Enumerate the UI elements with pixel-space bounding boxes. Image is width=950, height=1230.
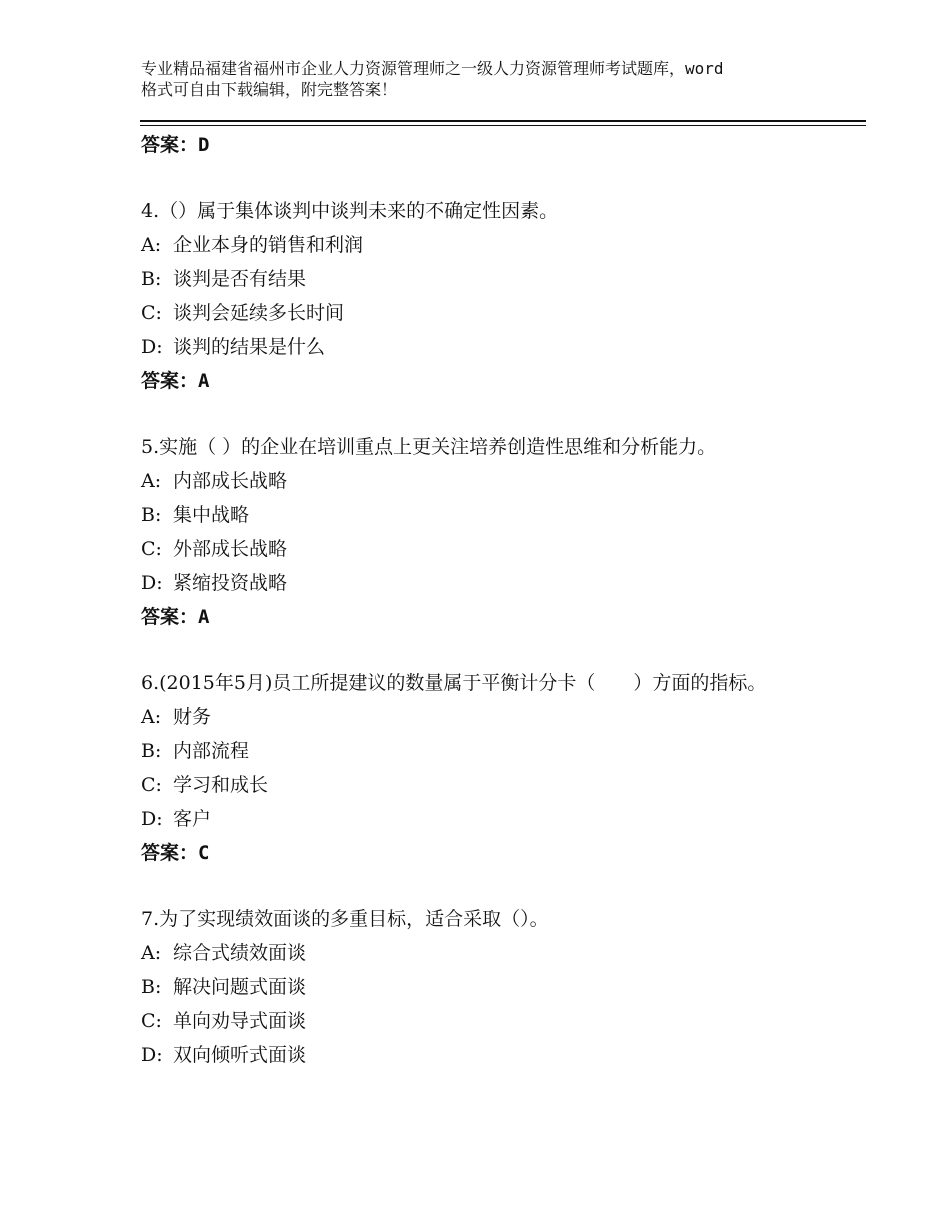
option-letter: B:: [141, 268, 162, 290]
header-divider-thick: [140, 120, 866, 122]
option-text: 企业本身的销售和利润: [173, 234, 364, 256]
option-letter: C:: [141, 1010, 162, 1032]
question-block: [141, 430, 841, 634]
option-d: [141, 802, 841, 836]
option-d: [141, 1038, 841, 1072]
question-list: [141, 128, 841, 1072]
option-b: [141, 734, 841, 768]
header-line-2: 格式可自由下载编辑，附完整答案！: [141, 80, 398, 99]
option-letter: A:: [141, 706, 162, 728]
option-a: [141, 464, 841, 498]
option-letter: D:: [141, 808, 163, 830]
option-text: 紧缩投资战略: [173, 572, 288, 594]
option-letter: D:: [141, 572, 163, 594]
option-letter: D:: [141, 1044, 163, 1066]
option-b: [141, 498, 841, 532]
option-d: [141, 330, 841, 364]
option-text: 内部成长战略: [173, 470, 288, 492]
answer-line: 答案：A: [141, 370, 210, 392]
option-b: [141, 970, 841, 1004]
question-block: [141, 666, 841, 870]
answer-line: 答案：A: [141, 606, 210, 628]
option-b: [141, 262, 841, 296]
answer-line: 答案：D: [141, 134, 210, 156]
option-a: [141, 228, 841, 262]
option-letter: B:: [141, 504, 162, 526]
header-divider-thin: [140, 125, 866, 126]
option-a: [141, 700, 841, 734]
option-c: [141, 296, 841, 330]
question-stem: 5.实施（ ）的企业在培训重点上更关注培养创造性思维和分析能力。: [141, 436, 717, 458]
option-text: 谈判的结果是什么: [173, 336, 326, 358]
question-stem: 4.（）属于集体谈判中谈判未来的不确定性因素。: [141, 200, 559, 222]
option-letter: C:: [141, 538, 162, 560]
document-header: [141, 58, 841, 100]
header-line-1: 专业精品福建省福州市企业人力资源管理师之一级人力资源管理师考试题库，word: [141, 59, 724, 78]
option-letter: A:: [141, 942, 162, 964]
question-block: [141, 902, 841, 1072]
option-text: 单向劝导式面谈: [173, 1010, 307, 1032]
option-c: [141, 532, 841, 566]
option-d: [141, 566, 841, 600]
question-stem: 7.为了实现绩效面谈的多重目标，适合采取（）。: [141, 908, 549, 930]
option-text: 外部成长战略: [173, 538, 288, 560]
option-text: 谈判会延续多长时间: [173, 302, 345, 324]
option-text: 双向倾听式面谈: [173, 1044, 307, 1066]
option-letter: A:: [141, 470, 162, 492]
option-text: 谈判是否有结果: [173, 268, 307, 290]
option-text: 综合式绩效面谈: [173, 942, 307, 964]
option-text: 内部流程: [173, 740, 250, 762]
question-block: [141, 194, 841, 398]
option-text: 学习和成长: [173, 774, 269, 796]
option-a: [141, 936, 841, 970]
option-text: 集中战略: [173, 504, 250, 526]
option-letter: C:: [141, 774, 162, 796]
option-c: [141, 768, 841, 802]
option-letter: B:: [141, 976, 162, 998]
option-letter: A:: [141, 234, 162, 256]
option-letter: D:: [141, 336, 163, 358]
question-stem: 6.(2015年5月)员工所提建议的数量属于平衡计分卡（ ）方面的指标。: [141, 672, 767, 694]
option-letter: B:: [141, 740, 162, 762]
option-text: 财务: [173, 706, 212, 728]
option-text: 客户: [173, 808, 212, 830]
option-text: 解决问题式面谈: [173, 976, 307, 998]
option-c: [141, 1004, 841, 1038]
option-letter: C:: [141, 302, 162, 324]
answer-line: 答案：C: [141, 842, 210, 864]
